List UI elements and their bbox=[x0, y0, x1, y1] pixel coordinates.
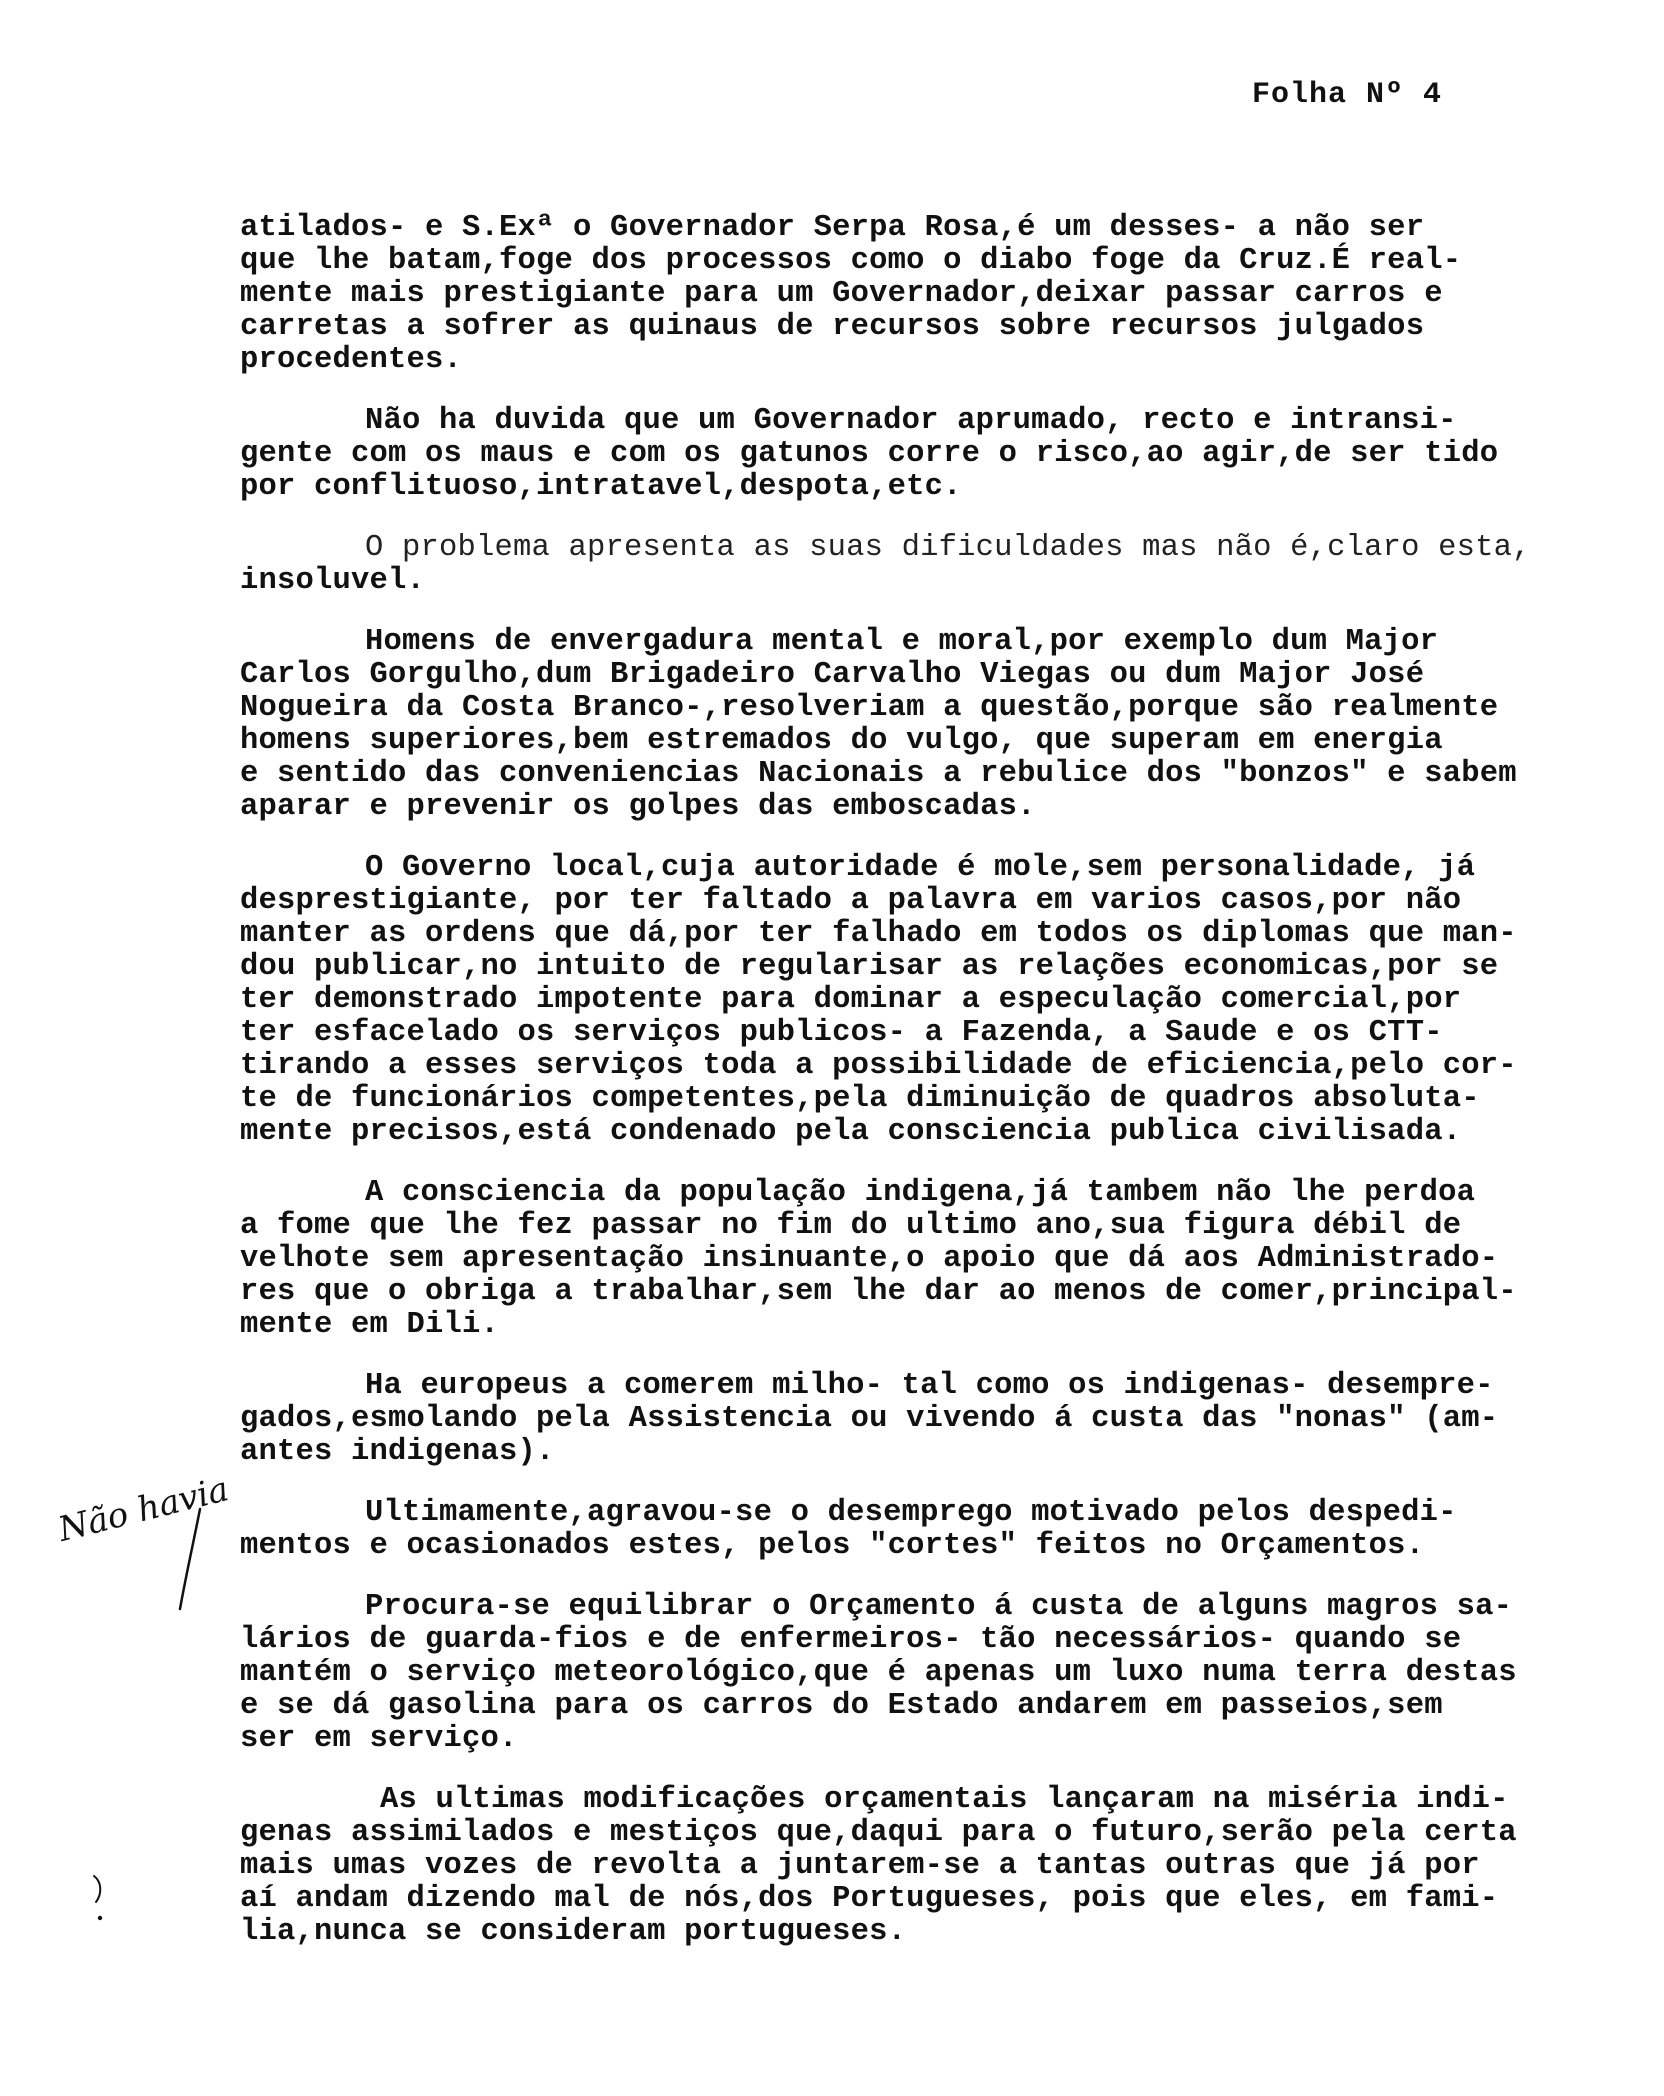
paragraph-6 bbox=[240, 1177, 1640, 1342]
text-line: a fome que lhe fez passar no fim do ultimo ano,sua figura débil de bbox=[240, 1209, 1462, 1243]
paragraph-10 bbox=[240, 1784, 1640, 1949]
text-line: A consciencia da população indigena,já tambem não lhe perdoa bbox=[365, 1176, 1476, 1210]
margin-mark-icon bbox=[88, 1870, 118, 1930]
text-line: mente mais prestigiante para um Governador,deixar passar carros e bbox=[240, 277, 1443, 311]
paragraph-4 bbox=[240, 626, 1640, 824]
paragraph-8 bbox=[240, 1497, 1640, 1563]
paragraph-1 bbox=[240, 212, 1640, 377]
text-line: aí andam dizendo mal de nós,dos Portugueses, pois que eles, em fami- bbox=[240, 1882, 1499, 1916]
text-line: antes indigenas). bbox=[240, 1435, 555, 1469]
text-line: lia,nunca se consideram portugueses. bbox=[240, 1915, 907, 1949]
text-line: que lhe batam,foge dos processos como o diabo foge da Cruz.É real- bbox=[240, 244, 1462, 278]
text-line: lários de guarda-fios e de enfermeiros- tão necessários- quando se bbox=[240, 1623, 1462, 1657]
text-line: gados,esmolando pela Assistencia ou vivendo á custa das "nonas" (am- bbox=[240, 1402, 1499, 1436]
text-line: res que o obriga a trabalhar,sem lhe dar ao menos de comer,principal- bbox=[240, 1275, 1517, 1309]
text-line: tirando a esses serviços toda a possibilidade de eficiencia,pelo cor- bbox=[240, 1049, 1517, 1083]
text-line: O Governo local,cuja autoridade é mole,sem personalidade, já bbox=[365, 851, 1476, 885]
text-line: procedentes. bbox=[240, 343, 463, 377]
text-line: dou publicar,no intuito de regularisar as relações economicas,por se bbox=[240, 950, 1499, 984]
text-line: insoluvel. bbox=[240, 564, 426, 598]
text-line: atilados- e S.Exª o Governador Serpa Rosa,é um desses- a não ser bbox=[240, 211, 1425, 245]
text-line: Homens de envergadura mental e moral,por exemplo dum Major bbox=[365, 625, 1439, 659]
folio-number: Folha Nº 4 bbox=[1252, 78, 1443, 112]
text-line: ter demonstrado impotente para dominar a especulação comercial,por bbox=[240, 983, 1462, 1017]
text-line: genas assimilados e mestiços que,daqui para o futuro,serão pela certa bbox=[240, 1816, 1517, 1850]
text-line: Procura-se equilibrar o Orçamento á custa de alguns magros sa- bbox=[365, 1590, 1513, 1624]
paragraph-5 bbox=[240, 852, 1640, 1149]
text-line: mais umas vozes de revolta a juntarem-se a tantas outras que já por bbox=[240, 1849, 1480, 1883]
text-line: aparar e prevenir os golpes das emboscadas. bbox=[240, 790, 1036, 824]
text-line: mente em Dili. bbox=[240, 1308, 500, 1342]
text-line: gente com os maus e com os gatunos corre o risco,ao agir,de ser tido bbox=[240, 437, 1499, 471]
text-line: mentos e ocasionados estes, pelos "cortes" feitos no Orçamentos. bbox=[240, 1529, 1425, 1563]
text-line: desprestigiante, por ter faltado a palavra em varios casos,por não bbox=[240, 884, 1462, 918]
paragraph-2 bbox=[240, 405, 1640, 504]
document-body bbox=[240, 212, 1640, 1977]
text-line: e sentido das conveniencias Nacionais a rebulice dos "bonzos" e sabem bbox=[240, 757, 1517, 791]
text-line: mente precisos,está condenado pela consciencia publica civilisada. bbox=[240, 1115, 1462, 1149]
handwritten-stroke-icon bbox=[176, 1505, 206, 1615]
text-line: Ultimamente,agravou-se o desemprego motivado pelos despedi- bbox=[365, 1496, 1457, 1530]
text-line: homens superiores,bem estremados do vulgo, que superam em energia bbox=[240, 724, 1443, 758]
paragraph-3 bbox=[240, 532, 1640, 598]
text-line: Carlos Gorgulho,dum Brigadeiro Carvalho Viegas ou dum Major José bbox=[240, 658, 1425, 692]
paragraph-7 bbox=[240, 1370, 1640, 1469]
text-line: carretas a sofrer as quinaus de recursos sobre recursos julgados bbox=[240, 310, 1425, 344]
text-line: ser em serviço. bbox=[240, 1722, 518, 1756]
text-line: manter as ordens que dá,por ter falhado em todos os diplomas que man- bbox=[240, 917, 1517, 951]
text-line: O problema apresenta as suas dificuldades mas não é,claro esta, bbox=[365, 531, 1531, 565]
text-line: te de funcionários competentes,pela diminuição de quadros absoluta- bbox=[240, 1082, 1480, 1116]
text-line: por conflituoso,intratavel,despota,etc. bbox=[240, 470, 962, 504]
paragraph-9 bbox=[240, 1591, 1640, 1756]
text-line: ter esfacelado os serviços publicos- a Fazenda, a Saude e os CTT- bbox=[240, 1016, 1443, 1050]
text-line: Nogueira da Costa Branco-,resolveriam a questão,porque são realmente bbox=[240, 691, 1499, 725]
text-line: As ultimas modificações orçamentais lançaram na miséria indi- bbox=[380, 1783, 1509, 1817]
text-line: Não ha duvida que um Governador aprumado, recto e intransi- bbox=[365, 404, 1457, 438]
text-line: mantém o serviço meteorológico,que é apenas um luxo numa terra destas bbox=[240, 1656, 1517, 1690]
text-line: velhote sem apresentação insinuante,o apoio que dá aos Administrado- bbox=[240, 1242, 1499, 1276]
handwritten-margin-note: Não havia bbox=[54, 1469, 233, 1550]
text-line: Ha europeus a comerem milho- tal como os indigenas- desempre- bbox=[365, 1369, 1494, 1403]
text-line: e se dá gasolina para os carros do Estado andarem em passeios,sem bbox=[240, 1689, 1443, 1723]
